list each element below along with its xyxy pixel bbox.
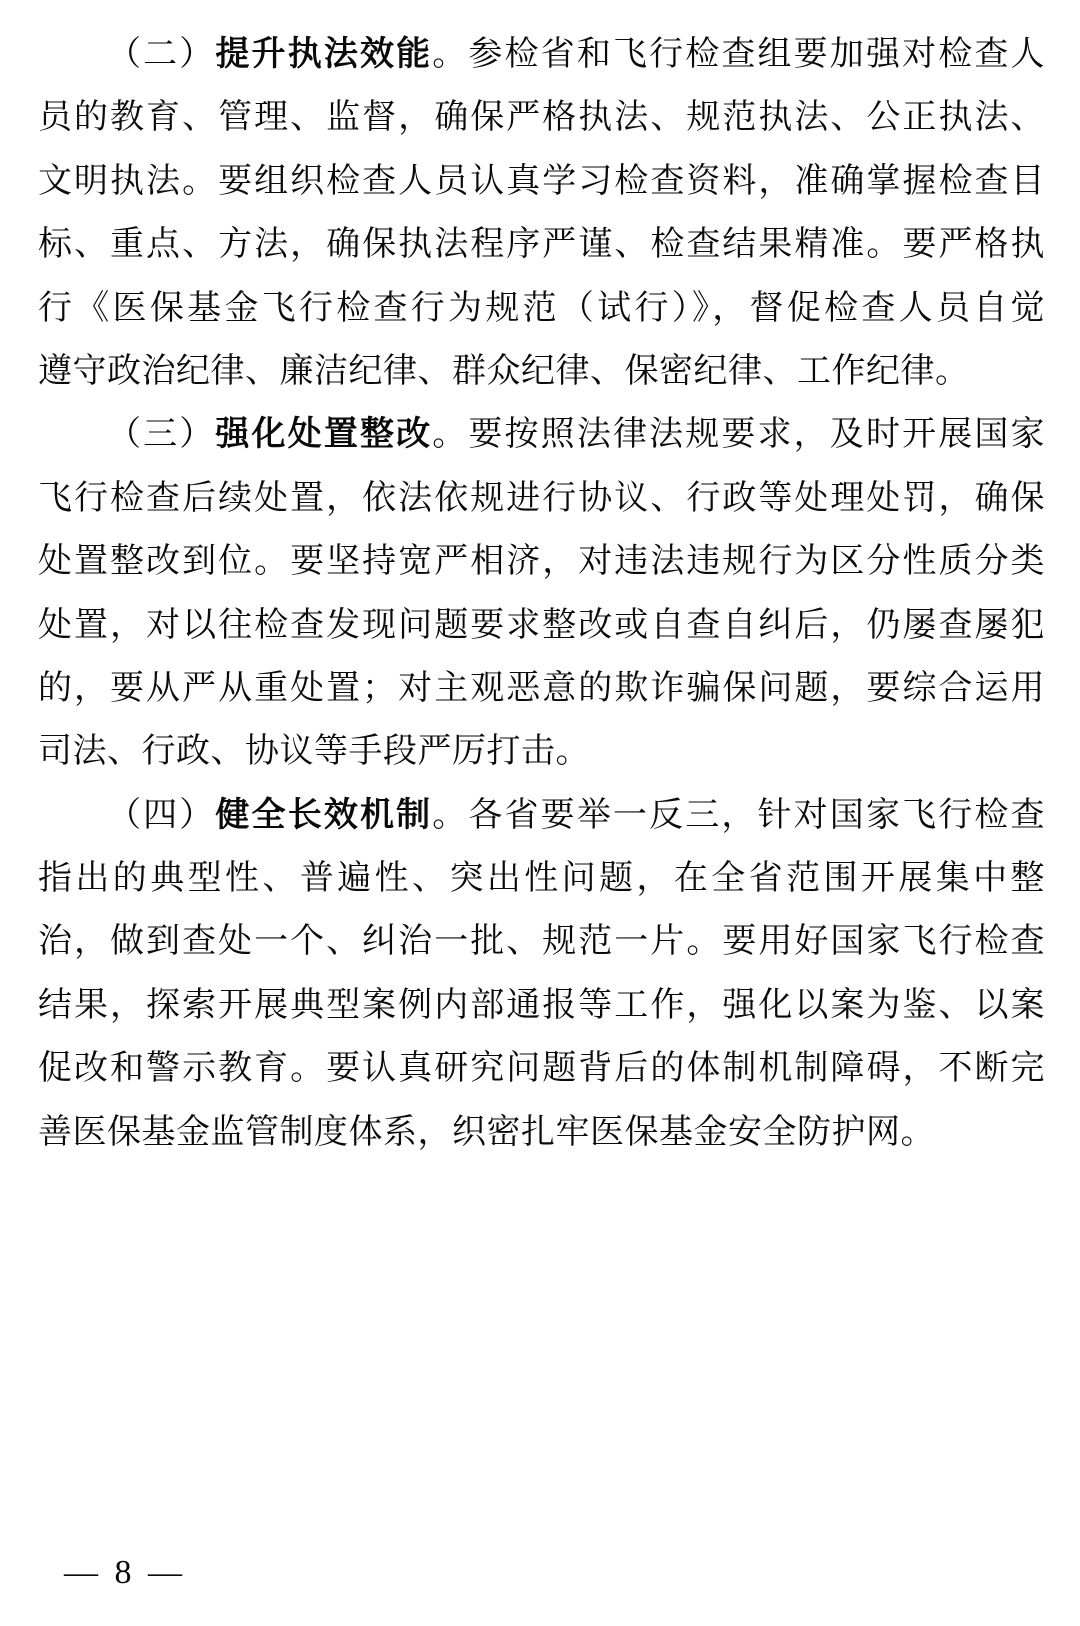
body-text: 行《医保基金飞行检查行为规范（试行）》，督促检查人员自觉 <box>38 289 1045 327</box>
body-text: 结果，探索开展典型案例内部通报等工作，强化以案为鉴、以案 <box>38 986 1045 1024</box>
paragraph-section-4 <box>38 784 1045 1164</box>
text-line <box>38 467 1045 530</box>
body-text: 治，做到查处一个、纠治一批、规范一片。要用好国家飞行检查 <box>38 923 1045 961</box>
body-text: 促改和警示教育。要认真研究问题背后的体制机制障碍，不断完 <box>38 1050 1045 1088</box>
text-line <box>38 784 1045 847</box>
page-footer <box>64 1548 186 1598</box>
text-line <box>38 213 1045 276</box>
body-text: 。要按照法律法规要求，及时开展国家 <box>432 416 1045 454</box>
body-text: 标、重点、方法，确保执法程序严谨、检查结果精准。要严格执 <box>38 226 1045 264</box>
page-number: — 8 — <box>64 1554 186 1591</box>
body-text: 。参检省和飞行检查组要加强对检查人 <box>432 36 1045 73</box>
text-line <box>38 150 1045 213</box>
text-line <box>38 23 1045 86</box>
body-text: 的，要从严从重处置；对主观恶意的欺诈骗保问题，要综合运用 <box>38 669 1045 707</box>
body-text: 指出的典型性、普遍性、突出性问题，在全省范围开展集中整 <box>38 860 1045 898</box>
text-line <box>38 277 1045 340</box>
text-line <box>38 847 1045 910</box>
text-line <box>38 340 1045 403</box>
body-text: 处置整改到位。要坚持宽严相济，对违法违规行为区分性质分类 <box>38 543 1045 581</box>
body-text: 飞行检查后续处置，依法依规进行协议、行政等处理处罚，确保 <box>38 479 1045 517</box>
body-text: （三） <box>107 416 216 454</box>
text-line <box>38 594 1045 657</box>
text-line <box>38 530 1045 593</box>
text-line <box>38 1037 1045 1100</box>
body-text: （四） <box>107 796 216 834</box>
body-text: （二） <box>107 36 216 73</box>
paragraph-section-3 <box>38 403 1045 783</box>
body-text: 员的教育、管理、监督，确保严格执法、规范执法、公正执法、 <box>38 99 1045 137</box>
body-text: 遵守政治纪律、廉洁纪律、群众纪律、保密纪律、工作纪律。 <box>38 352 970 390</box>
section-heading-text: 提升执法效能 <box>215 36 433 73</box>
body-text: 司法、行政、协议等手段严厉打击。 <box>38 733 590 771</box>
body-text: 文明执法。要组织检查人员认真学习检查资料，准确掌握检查目 <box>38 162 1045 200</box>
text-line <box>38 974 1045 1037</box>
body-text: 善医保基金监管制度体系，织密扎牢医保基金安全防护网。 <box>38 1113 935 1151</box>
paragraph-section-2 <box>38 23 1045 403</box>
section-heading-text: 健全长效机制 <box>215 796 433 834</box>
body-text: 。各省要举一反三，针对国家飞行检查 <box>432 796 1045 834</box>
text-line <box>38 910 1045 973</box>
text-line <box>38 720 1045 783</box>
text-line <box>38 86 1045 149</box>
body-text: 处置，对以往检查发现问题要求整改或自查自纠后，仍屡查屡犯 <box>38 606 1045 644</box>
section-heading-text: 强化处置整改 <box>215 416 433 454</box>
text-line <box>38 657 1045 720</box>
text-line <box>38 403 1045 466</box>
text-line <box>38 1101 1045 1164</box>
document-body <box>38 23 1045 1164</box>
